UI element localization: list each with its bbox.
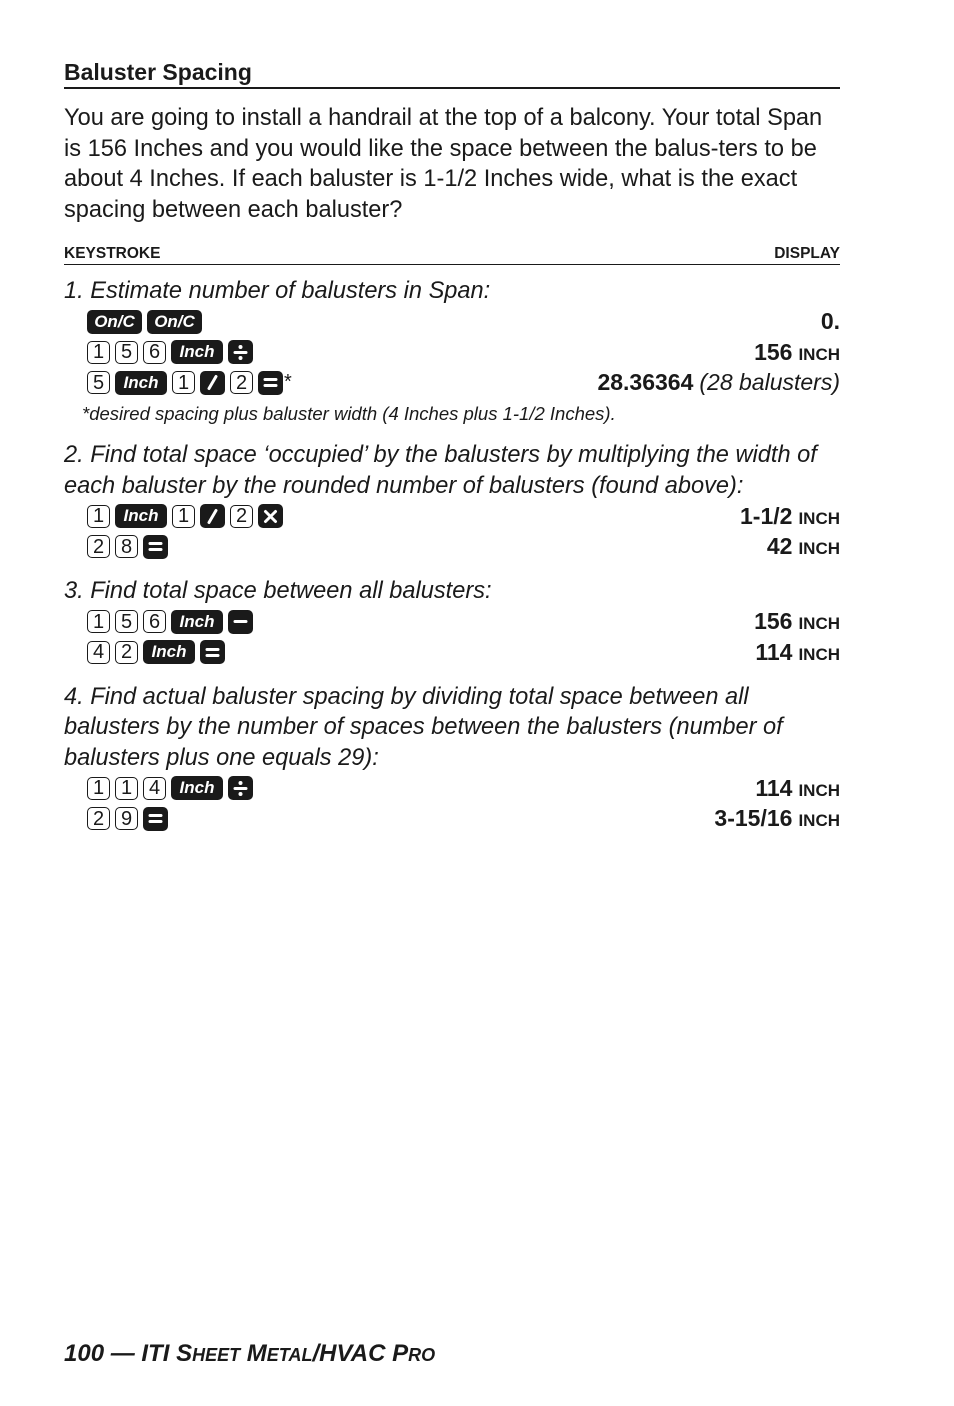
digit-key: 4	[87, 641, 110, 664]
digit-key: 5	[115, 610, 138, 633]
inch-key: Inch	[171, 340, 223, 364]
inch-key: Inch	[115, 371, 167, 395]
equals-key	[258, 371, 283, 395]
display-number: 42	[766, 533, 793, 560]
divide-key	[228, 776, 253, 800]
display-unit: INCH	[798, 614, 840, 634]
display-number: 28.36364	[597, 369, 694, 396]
display-unit: INCH	[798, 811, 840, 831]
digit-key: 1	[172, 505, 195, 528]
steps-list	[64, 276, 840, 834]
display-value	[821, 308, 840, 335]
keystroke-row	[64, 773, 840, 804]
keystroke-sequence	[64, 807, 168, 831]
digit-key: 5	[87, 371, 110, 394]
display-number: 156	[754, 608, 793, 635]
display-unit: INCH	[798, 644, 840, 664]
footer-publication: SHEET METAL/HVAC PRO	[176, 1340, 436, 1367]
digit-key: 2	[230, 505, 253, 528]
keystroke-row	[64, 368, 840, 399]
footer-dash: —	[110, 1340, 135, 1367]
display-note: (28 balusters)	[699, 369, 840, 396]
digit-key: 5	[115, 341, 138, 364]
display-unit: INCH	[798, 539, 840, 559]
step-title: 2. Find total space ‘occupied’ by the balusters by multiplying the width of each baluster by the rounded number of balusters (found above):	[64, 442, 817, 499]
on-clear-key: On/C	[147, 310, 202, 334]
footnote-marker: *	[284, 370, 292, 393]
keystroke-sequence	[64, 610, 253, 634]
fraction-key	[200, 371, 225, 395]
keystroke-row	[64, 337, 840, 368]
digit-key: 9	[115, 807, 138, 830]
display-number: 114	[755, 638, 793, 665]
digit-key: 2	[230, 371, 253, 394]
keystroke-row	[64, 607, 840, 638]
footnote: *desired spacing plus baluster width (4 Inches plus 1-1/2 Inches).	[82, 403, 616, 424]
keystroke-sequence	[64, 340, 253, 364]
step	[64, 276, 840, 426]
inch-key: Inch	[115, 504, 167, 528]
digit-key: 1	[172, 371, 195, 394]
keystroke-row	[64, 307, 840, 338]
step-title: 4. Find actual baluster spacing by dividing total space between all balusters by the number of spaces between the balusters (number of balusters plus one equals 29):	[64, 683, 783, 771]
display-unit: INCH	[798, 780, 840, 800]
display-number: 1-1/2	[740, 502, 793, 529]
equals-key	[143, 807, 168, 831]
digit-key: 1	[87, 777, 110, 800]
keystroke-row	[64, 532, 840, 563]
footer-brand: ITI	[141, 1340, 170, 1367]
keystroke-sequence	[64, 371, 292, 395]
divide-key	[228, 340, 253, 364]
fraction-key	[200, 504, 225, 528]
display-unit: INCH	[798, 508, 840, 528]
equals-key	[143, 535, 168, 559]
keystroke-sequence	[64, 535, 168, 559]
column-headers	[64, 245, 840, 265]
display-number: 0.	[820, 308, 840, 335]
multiply-key	[258, 504, 283, 528]
keystroke-row	[64, 804, 840, 835]
display-value	[755, 775, 840, 802]
digit-key: 2	[87, 535, 110, 558]
intro-paragraph: You are going to install a handrail at the top of a balcony. Your total Span is 156 Inches and you would like the space between the balus-ters to be about 4 Inches. If each baluster is 1-1/2 Inches wide, what is the exact spacing between each baluster?	[64, 105, 823, 223]
keystroke-sequence	[64, 310, 202, 334]
digit-key: 1	[87, 341, 110, 364]
display-number: 3-15/16	[714, 805, 793, 832]
section-title: Baluster Spacing	[64, 58, 840, 89]
display-value	[755, 639, 840, 666]
digit-key: 6	[143, 341, 166, 364]
display-header: DISPLAY	[774, 245, 840, 262]
page-number: 100	[64, 1340, 105, 1367]
step	[64, 576, 840, 668]
step	[64, 440, 840, 562]
digit-key: 1	[87, 505, 110, 528]
display-value	[740, 503, 840, 530]
keystroke-sequence	[64, 640, 225, 664]
page	[64, 58, 840, 834]
step-title: 3. Find total space between all balusters:	[64, 578, 492, 604]
keystroke-row	[64, 637, 840, 668]
minus-key	[228, 610, 253, 634]
equals-key	[200, 640, 225, 664]
digit-key: 2	[115, 641, 138, 664]
keystroke-row	[64, 501, 840, 532]
display-unit: INCH	[798, 344, 840, 364]
display-number: 114	[755, 774, 793, 801]
digit-key: 4	[143, 777, 166, 800]
display-value	[754, 339, 840, 366]
keystroke-sequence	[64, 504, 283, 528]
on-clear-key: On/C	[87, 310, 142, 334]
keystroke-header: KEYSTROKE	[64, 245, 161, 262]
digit-key: 2	[87, 807, 110, 830]
digit-key: 6	[143, 610, 166, 633]
inch-key: Inch	[171, 776, 223, 800]
step	[64, 682, 840, 835]
inch-key: Inch	[171, 610, 223, 634]
display-value	[754, 608, 840, 635]
step-title: 1. Estimate number of balusters in Span:	[64, 278, 491, 304]
keystroke-sequence	[64, 776, 253, 800]
digit-key: 1	[115, 777, 138, 800]
page-footer	[64, 1340, 435, 1368]
inch-key: Inch	[143, 640, 195, 664]
digit-key: 8	[115, 535, 138, 558]
display-value	[767, 533, 840, 560]
display-number: 156	[754, 338, 793, 365]
display-value	[597, 369, 840, 396]
display-value	[714, 805, 840, 832]
digit-key: 1	[87, 610, 110, 633]
